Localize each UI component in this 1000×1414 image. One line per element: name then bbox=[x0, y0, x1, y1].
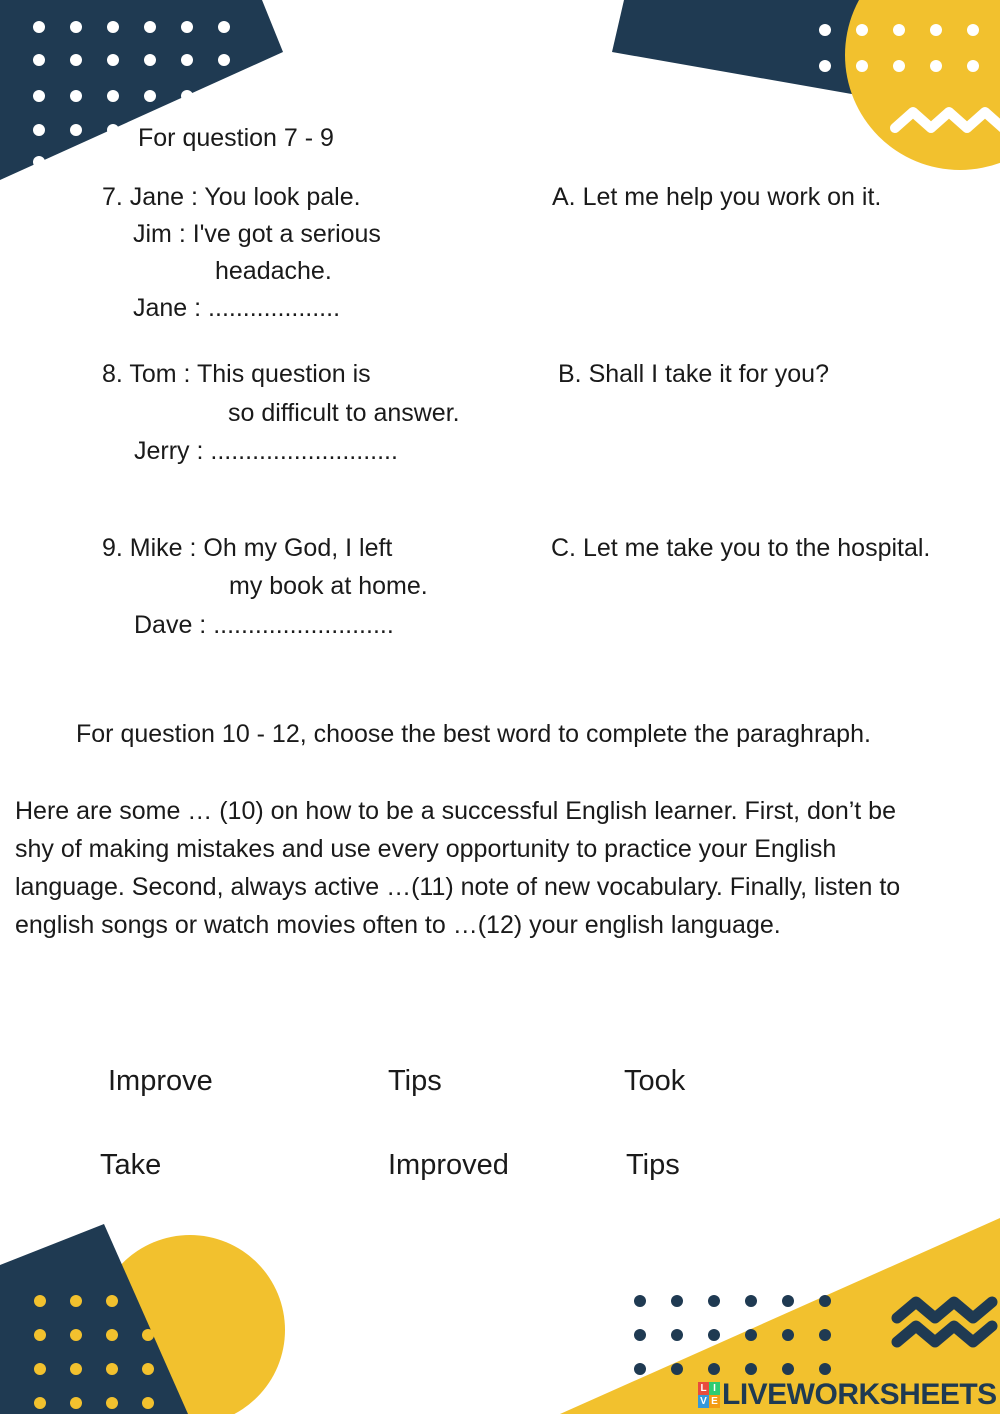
word-bank-item: Took bbox=[624, 1065, 686, 1097]
q9-line2: my book at home. bbox=[229, 572, 428, 600]
q8-line3: Jerry : ........................... bbox=[134, 437, 398, 465]
option-c: C. Let me take you to the hospital. bbox=[551, 534, 931, 562]
paragraph bbox=[15, 792, 990, 944]
q7-line2: Jim : I've got a serious bbox=[133, 220, 381, 248]
word-bank-item: Take bbox=[100, 1149, 162, 1181]
word-bank-item: Tips bbox=[626, 1149, 680, 1181]
q9-line3: Dave : .......................... bbox=[134, 611, 394, 639]
section2-intro: For question 10 - 12, choose the best word to complete the paraghraph. bbox=[76, 720, 871, 748]
paragraph-line: Here are some … (10) on how to be a successful English learner. First, don’t be bbox=[15, 797, 896, 825]
word-bank-item: Tips bbox=[388, 1065, 442, 1097]
q8-line1: 8. Tom : This question is bbox=[102, 360, 371, 388]
word-bank-item: Improved bbox=[388, 1149, 509, 1181]
q7-line4: Jane : ................... bbox=[133, 294, 341, 322]
liveworksheets-logo[interactable] bbox=[698, 1379, 997, 1411]
q7-line1: 7. Jane : You look pale. bbox=[102, 183, 361, 211]
option-b: B. Shall I take it for you? bbox=[558, 360, 829, 388]
option-a: A. Let me help you work on it. bbox=[552, 183, 882, 211]
word-bank-item: Improve bbox=[108, 1065, 213, 1097]
paragraph-line: english songs or watch movies often to …(12) your english language. bbox=[15, 911, 781, 939]
q7-line3: headache. bbox=[215, 257, 332, 285]
paragraph-line: language. Second, always active …(11) note of new vocabulary. Finally, listen to bbox=[15, 873, 901, 901]
liveworksheets-logo-icon: L I V E bbox=[698, 1382, 720, 1408]
q9-line1: 9. Mike : Oh my God, I left bbox=[102, 534, 393, 562]
logo-text: LIVEWORKSHEETS bbox=[722, 1378, 997, 1411]
section1-intro: For question 7 - 9 bbox=[138, 124, 334, 152]
q8-line2: so difficult to answer. bbox=[228, 399, 460, 427]
paragraph-line: shy of making mistakes and use every opportunity to practice your English bbox=[15, 835, 837, 863]
